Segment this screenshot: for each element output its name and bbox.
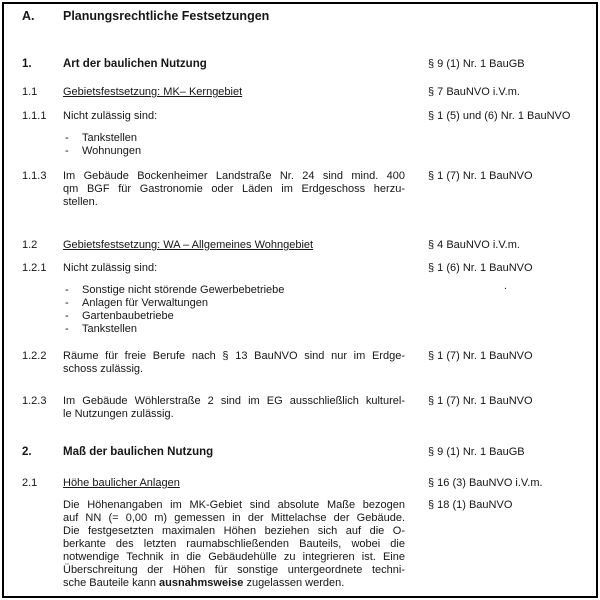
section-number: 1. (22, 58, 32, 70)
paragraph-line: stellen. (63, 196, 98, 208)
paragraph-line-pre: sche Bauteile kann (63, 577, 160, 589)
law-reference: § 7 BauNVO i.V.m. (428, 86, 520, 98)
list-item (65, 310, 284, 323)
paragraph-line: schoss zulässig. (63, 363, 144, 375)
law-reference: § 18 (1) BauNVO (428, 499, 513, 511)
section-heading: Maß der baulichen Nutzung (63, 446, 214, 458)
paragraph-line: Räume für freie Berufe nach § 13 BauNVO sind nur im Erdge- (63, 350, 405, 362)
bullet-text: Tankstellen (82, 132, 138, 144)
title-letter: A. (22, 9, 35, 23)
law-reference: § 1 (5) und (6) Nr. 1 BauNVO (428, 110, 571, 122)
law-reference: § 4 BauNVO i.V.m. (428, 239, 520, 251)
bullet-list (65, 132, 141, 158)
paragraph-line: Die Höhenangaben im MK-Gebiet sind absolute Maße bezogen (63, 499, 405, 511)
scan-speck-artifact: . (504, 280, 508, 292)
list-item (65, 297, 284, 310)
section-heading: Art der baulichen Nutzung (63, 58, 207, 70)
list-item (65, 145, 141, 158)
law-reference: § 1 (7) Nr. 1 BauNVO (428, 395, 533, 407)
paragraph-line: qm BGF für Gastronomie oder Läden im Erdgeschoss herzu- (63, 183, 405, 195)
law-reference: § 9 (1) Nr. 1 BauGB (428, 446, 525, 458)
paragraph-line: Überschreitung der Höhen für sonstige untergeordnete techni- (63, 564, 405, 576)
clause-paragraph (63, 395, 405, 421)
clause-paragraph (63, 499, 405, 590)
paragraph-line: Die festgesetzten maximalen Höhen beziehen sich auf die O- (63, 525, 405, 537)
bullet-text: Sonstige nicht störende Gewerbebetriebe (82, 284, 285, 296)
section-number: 1.2.2 (22, 350, 47, 362)
paragraph-line: Im Gebäude Wöhlerstraße 2 sind im EG ausschließlich kulturel- (63, 395, 405, 407)
section-number: 1.1 (22, 86, 38, 98)
section-number: 2.1 (22, 477, 38, 489)
section-number: 2. (22, 446, 32, 458)
paragraph-line: le Nutzungen zulässig. (63, 408, 174, 420)
bullet-text: Gartenbaubetriebe (82, 310, 174, 322)
bullet-dash: - (65, 145, 69, 157)
list-item (65, 323, 284, 336)
bullet-dash: - (65, 297, 69, 309)
bullet-dash: - (65, 323, 69, 335)
law-reference: § 1 (7) Nr. 1 BauNVO (428, 350, 533, 362)
list-item (65, 284, 284, 297)
bullet-dash: - (65, 284, 69, 296)
paragraph-line-post: zugelassen werden. (243, 577, 345, 589)
subsection-heading: Gebietsfestsetzung: WA – Allgemeines Wohngebiet (63, 239, 314, 251)
paragraph-line: auf NN (= 0,00 m) gemessen in der Mittelachse der Gebäude. (63, 512, 405, 524)
emphasized-word: ausnahmsweise (159, 577, 244, 589)
bullet-dash: - (65, 132, 69, 144)
bullet-text: Anlagen für Verwaltungen (82, 297, 208, 309)
law-reference: § 9 (1) Nr. 1 BauGB (428, 58, 525, 70)
page-title: Planungsrechtliche Festsetzungen (63, 9, 270, 23)
paragraph-line: berkante des letzten raumabschließenden Bauteils, wobei die (63, 538, 405, 550)
law-reference: § 1 (6) Nr. 1 BauNVO (428, 262, 533, 274)
paragraph-line (63, 577, 405, 590)
paragraph-line: Im Gebäude Bockenheimer Landstraße Nr. 24 sind mind. 400 (63, 170, 405, 182)
section-number: 1.2 (22, 239, 38, 251)
clause-text: Nicht zulässig sind: (63, 262, 158, 274)
bullet-text: Wohnungen (82, 145, 142, 157)
section-number: 1.1.1 (22, 110, 47, 122)
section-number: 1.2.3 (22, 395, 47, 407)
bullet-text: Tankstellen (82, 323, 138, 335)
section-number: 1.2.1 (22, 262, 47, 274)
paragraph-line: notwendige Technik in die Gebäudehülle zu integrieren ist. Eine (63, 551, 405, 563)
law-reference: § 16 (3) BauNVO i.V.m. (428, 477, 543, 489)
subsection-heading: Höhe baulicher Anlagen (63, 477, 180, 489)
list-item (65, 132, 141, 145)
law-reference: § 1 (7) Nr. 1 BauNVO (428, 170, 533, 182)
clause-paragraph (63, 170, 405, 209)
clause-text: Nicht zulässig sind: (63, 110, 158, 122)
subsection-heading: Gebietsfestsetzung: MK– Kerngebiet (63, 86, 243, 98)
section-number: 1.1.3 (22, 170, 47, 182)
bullet-dash: - (65, 310, 69, 322)
clause-paragraph (63, 350, 405, 376)
bullet-list (65, 284, 284, 336)
